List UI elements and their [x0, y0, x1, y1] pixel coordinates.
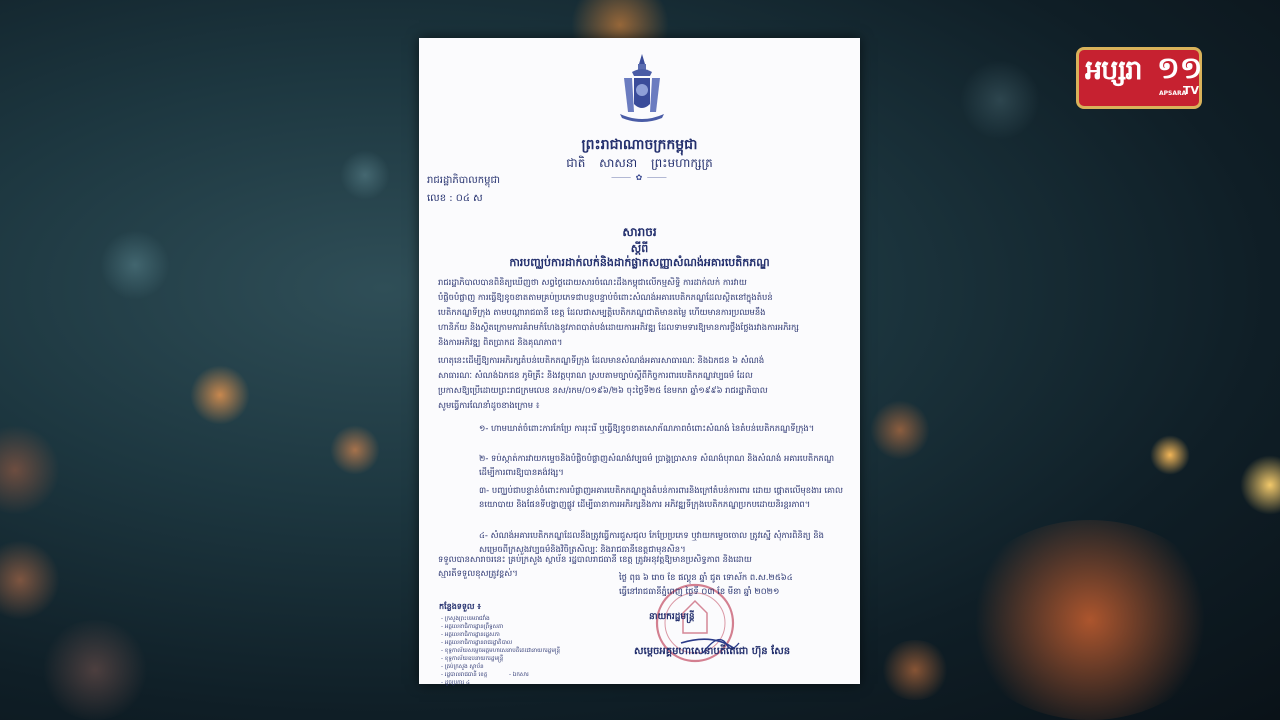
recipient-item: - គ្រប់ក្រសួង ស្ថាប័ន	[441, 664, 484, 670]
document-title: សារាចរ	[622, 225, 657, 239]
closing-line: ទទួលបានសារាចរនេះ គ្រប់ក្រសួង ស្ថាប័ន រដ្ឋបាលរាជធានី ខេត្ត ត្រូវអនុវត្តឱ្យមានប្រសិទ្ធភាព និងដោយ	[438, 554, 752, 564]
logo-khmer-text: អប្សរា	[1085, 55, 1142, 86]
intro-line: ហានិភ័យ និងស្ថិតក្រោមការគំរាមកំហែងនូវភាពបាត់បង់ដោយការអភិវឌ្ឍ ដែលទាមទារឱ្យមានការថ្លឹងថ្លែងរវាងការអភិរក្ស	[438, 322, 799, 332]
channel-logo	[1076, 47, 1202, 109]
recipient-item: - ខុទ្ទកាល័យឧបនាយករដ្ឋមន្ត្រី	[441, 656, 504, 662]
bokeh-light	[330, 425, 380, 475]
bokeh-light	[0, 425, 60, 515]
list-item: ១- ហាមឃាត់ចំពោះការកែប្រែ ការរុះរើ ឬធ្វើឱ្យខូចខាតសោភ័ណភាពចំពោះសំណង់ នៃតំបន់បេតិកភណ្ឌទីក្រុង។	[479, 423, 815, 433]
bokeh-light	[0, 540, 60, 620]
logo-number: ១១	[1157, 51, 1203, 86]
document-number: លេខ : ០៤ ស	[427, 193, 483, 204]
paragraph-line: ហេតុនេះដើម្បីឱ្យការអភិរក្សតំបន់បេតិកភណ្ឌទីក្រុង ដែលមានសំណង់អគារសាធារណៈ និងឯកជន ៦ សំណង់	[438, 355, 765, 365]
prime-minister-title: នាយករដ្ឋមន្ត្រី	[649, 612, 695, 622]
intro-line: រាជរដ្ឋាភិបាលបានពិនិត្យឃើញថា សព្វថ្ងៃដោយសារចំណេះដឹងកម្ពុជាលើកម្មសិទ្ធិ ការដាក់លក់ ការវាយ	[438, 277, 747, 287]
closing-line: ស្មារតីទទួលខុសត្រូវខ្ពស់។	[438, 568, 518, 578]
signatory-name: សម្តេចអគ្គមហាសេនាបតីតេជោ ហ៊ុន សែន	[634, 646, 791, 657]
motto-header: ជាតិ សាសនា ព្រះមហាក្សត្រ	[566, 156, 713, 170]
document-heading: ការបញ្ឈប់ការដាក់លក់និងដាក់ផ្លាកសញ្ញាសំណង់អគារបេតិកភណ្ឌ	[509, 256, 770, 269]
intro-line: បំផ្លិចបំផ្លាញ ការធ្វើឱ្យខូចខាតតាមគ្រប់ប្រភេទជាបន្តបន្ទាប់ចំពោះសំណង់អគារបេតិកភណ្ឌដែលស្ថិតនៅក្នុងតំបន់	[438, 292, 773, 302]
paragraph-line: ប្រកាសឱ្យប្រើដោយព្រះរាជក្រមលេខ នស/រកម/០១៩៦/២៦ ចុះថ្ងៃទី២៥ ខែមករា ឆ្នាំ១៩៩៦ រាជរដ្ឋាភិបាល	[438, 385, 768, 395]
bokeh-light	[960, 60, 1040, 140]
paragraph-line: សូមធ្វើការណែនាំដូចខាងក្រោម ៖	[438, 400, 540, 410]
bokeh-light	[340, 150, 390, 200]
kingdom-header: ព្រះរាជាណាចក្រកម្ពុជា	[581, 137, 698, 153]
list-item: ២- ទប់ស្កាត់ការវាយកម្ទេចនិងបំផ្លិចបំផ្លាញសំណង់វប្បធម៌ ប្រាង្គប្រាសាទ សំណង់បុរាណ និងសំណង់ អគារបេតិកភណ្ឌ ដើម្បីការពារឱ្យបានគង់វង្ស។	[479, 453, 835, 477]
logo-sub-text: APSARA	[1159, 90, 1187, 97]
bokeh-light	[870, 400, 930, 460]
intro-line: បេតិកភណ្ឌទីក្រុង តាមបណ្តារាជធានី ខេត្ត ដែលជាសម្បត្តិបេតិកភណ្ឌជាតិមានតម្លៃ ហើយមានការប្រឈមនឹង	[438, 307, 766, 317]
recipient-item: - ឯកសារ	[509, 672, 529, 678]
recipient-item: - អគ្គលេខាធិការដ្ឋានព្រឹទ្ធសភា	[441, 624, 504, 630]
government-circular-document	[419, 38, 860, 684]
bokeh-light	[100, 230, 170, 300]
bokeh-light	[880, 640, 950, 700]
list-item: ៣- បញ្ឈប់ជាបន្ទាន់ចំពោះការបំផ្លាញអគារបេតិកភណ្ឌក្នុងតំបន់ការពារនិងក្រៅតំបន់ការពារ ដោយ ផ្តោតលើមុខងារ គោលនយោបាយ និងផែនទីបង្ហាញផ្លូវ ដើម្បីធានាការអភិរក្សនិងការ អភិវឌ្ឍទីក្រុងបេតិកភណ្ឌប្រកបដោយនិរន្តរភាព។	[479, 485, 844, 509]
header-ornament: ⸻ ✿ ⸻	[611, 173, 668, 182]
recipients-heading: កន្លែងទទួល ៖	[439, 602, 481, 611]
lunar-date: ថ្ងៃ ពុធ ៦ រោច ខែ ផល្គុន ឆ្នាំ ជូត ទោស័ក ព.ស.២៥៦៤	[619, 572, 793, 582]
bokeh-light	[960, 520, 1220, 720]
recipient-item: - អគ្គលេខាធិការដ្ឋានរាជរដ្ឋាភិបាល	[441, 640, 513, 646]
document-subtitle: ស្តីពី	[630, 242, 649, 255]
paragraph-line: សាធារណៈ សំណង់ឯកជន ភូមិគ្រឹះ និងវត្តបុរាណ ស្របតាមច្បាប់ស្តីពីកិច្ចការពារបេតិកភណ្ឌវប្បធម៌ ដែល	[438, 370, 753, 380]
recipient-item: - ខុទ្ទកាល័យសម្តេចអគ្គមហាសេនាបតីតេជោនាយករដ្ឋមន្ត្រី	[441, 648, 561, 654]
bokeh-light	[190, 365, 250, 425]
royal-coat-of-arms-icon	[614, 52, 670, 126]
recipient-item: - អគ្គលេខាធិការដ្ឋានរដ្ឋសភា	[441, 632, 500, 638]
logo-tv-text: TV	[1183, 84, 1200, 97]
intro-line: និងការអភិវឌ្ឍ ពិតប្រាកដ និងគុណភាព។	[438, 337, 563, 347]
bokeh-light	[40, 620, 150, 720]
solar-date: ធ្វើនៅរាជធានីភ្នំពេញ ថ្ងៃទី ០៣ ខែ មីនា ឆ្នាំ ២០២១	[619, 586, 780, 596]
recipient-item: - ក្រសួងព្រះបរមរាជវាំង	[441, 616, 490, 622]
recipient-item: - រដ្ឋបាលរាជធានី ខេត្ត	[441, 672, 488, 678]
list-item: ៤- សំណង់អគារបេតិកភណ្ឌដែលនឹងត្រូវធ្វើការជួសជុល កែប្រែប្រភេទ ឬវាយកម្ទេចចោល ត្រូវស្នើ សុំការពិនិត្យ និងសម្រេចពីក្រសួងវប្បធម៌និងវិចិត្រសិល្បៈ និងរាជធានីខេត្តជាមុនសិន។	[479, 530, 824, 554]
government-label: រាជរដ្ឋាភិបាលកម្ពុជា	[427, 175, 500, 186]
recipient-item: - ដូចប្រការ ៤	[441, 680, 470, 686]
bokeh-light	[1240, 455, 1280, 515]
bokeh-light	[1150, 435, 1190, 475]
